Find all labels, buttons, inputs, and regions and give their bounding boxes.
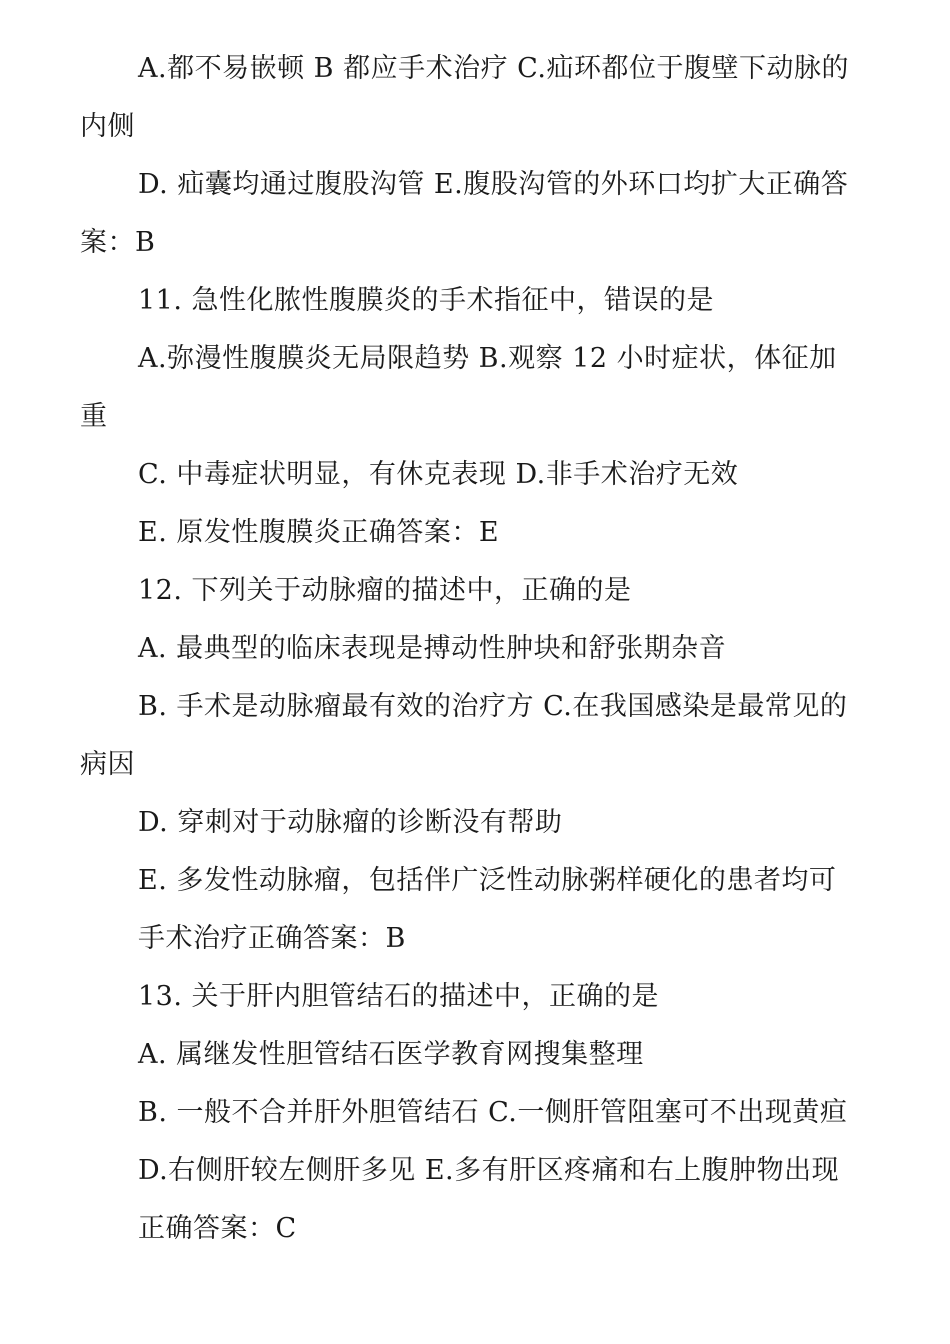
answer-line-q10: 案：B — [80, 227, 156, 258]
option-line-a-q11: A.弥漫性腹膜炎无局限趋势 B.观察 12 小时症状，体征加 — [138, 343, 837, 374]
option-line-b-q13: B. 一般不合并肝外胆管结石 C.一侧肝管阻塞可不出现黄疸 — [138, 1097, 848, 1128]
option-line-d-q13: D.右侧肝较左侧肝多见 E.多有肝区疼痛和右上腹肿物出现 — [138, 1155, 840, 1186]
question-12-stem: 12. 下列关于动脉瘤的描述中，正确的是 — [138, 575, 632, 606]
answer-line-q13: 正确答案：C — [138, 1213, 297, 1244]
option-line-c-q11: C. 中毒症状明显，有休克表现 D.非手术治疗无效 — [138, 459, 739, 490]
option-line-b-q12: B. 手术是动脉瘤最有效的治疗方 C.在我国感染是最常见的 — [138, 691, 848, 722]
option-line-a-q10: A.都不易嵌顿 B 都应手术治疗 C.疝环都位于腹壁下动脉的 — [138, 53, 849, 84]
answer-line-q12: 手术治疗正确答案：B — [138, 923, 406, 954]
option-line-a-q10-cont: 内侧 — [80, 111, 135, 142]
option-line-d-q10: D. 疝囊均通过腹股沟管 E.腹股沟管的外环口均扩大正确答 — [138, 169, 849, 200]
option-line-a-q12: A. 最典型的临床表现是搏动性肿块和舒张期杂音 — [138, 633, 727, 664]
option-line-e-q12: E. 多发性动脉瘤，包括伴广泛性动脉粥样硬化的患者均可 — [138, 865, 837, 896]
question-13-stem: 13. 关于肝内胆管结石的描述中，正确的是 — [138, 981, 660, 1012]
option-line-e-q11: E. 原发性腹膜炎正确答案：E — [138, 517, 500, 548]
option-line-a-q13: A. 属继发性胆管结石医学教育网搜集整理 — [138, 1039, 644, 1070]
question-11-stem: 11. 急性化脓性腹膜炎的手术指征中，错误的是 — [138, 285, 715, 316]
option-line-d-q12: D. 穿刺对于动脉瘤的诊断没有帮助 — [138, 807, 563, 838]
option-line-b-q12-cont: 病因 — [80, 749, 135, 780]
option-line-a-q11-cont: 重 — [80, 401, 108, 432]
